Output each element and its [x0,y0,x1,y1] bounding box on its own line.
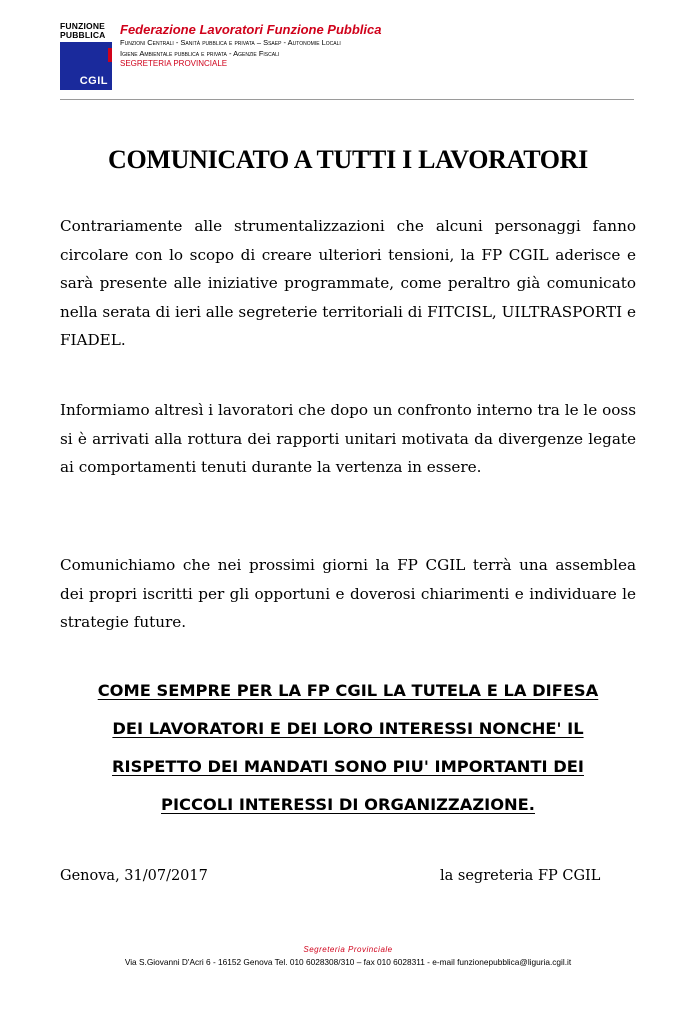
logo-label: CGIL [79,75,108,87]
organization-header [120,22,520,70]
organization-secretariat: SEGRETERIA PROVINCIALE [120,59,228,68]
date-place: Genova, 31/07/2017 [60,868,208,884]
fp-cgil-logo [60,22,112,90]
closing-line-3: RISPETTO DEI MANDATI SONO PIU' IMPORTANTI DEI [112,757,584,776]
signature: la segreteria FP CGIL [440,868,601,884]
logo-text [60,22,106,40]
organization-title: Federazione Lavoratori Funzione Pubblica [120,22,382,37]
closing-line-2: DEI LAVORATORI E DEI LORO INTERESSI NONCHE' IL [112,719,584,738]
organization-sectors-line-2: Igiene Ambientale pubblica e privata - Agenzie Fiscali [120,48,280,58]
paragraph-3: Comunichiamo che nei prossimi giorni la FP CGIL terrà una assemblea dei propri iscritti per gli opportuni e doverosi chiarimenti e individuare le strategie future. [60,556,636,632]
paragraph-2: Informiamo altresì i lavoratori che dopo un confronto interno tra le le ooss si è arrivati alla rottura dei rapporti unitari motivata da divergenze legate ai comportamenti tenuti durante la vertenza in essere. [60,401,636,477]
footer-contact: Via S.Giovanni D'Acri 6 - 16152 Genova Tel. 010 6028308/310 – fax 010 6028311 - e-mail funzionepubblica@liguria.cgil.it [124,957,572,967]
footer-title: Segreteria Provinciale [303,945,393,954]
logo-accent-bar [108,48,112,62]
logo-line-1: FUNZIONE [60,21,106,31]
header-divider [60,99,634,100]
closing-statement [60,672,636,824]
organization-sectors-line-1: Funzioni Centrali - Sanità pubblica e privata – Ssaep - Autonomie Locali [120,38,341,47]
logo-line-2: PUBBLICA [60,30,106,40]
closing-line-1: COME SEMPRE PER LA FP CGIL LA TUTELA E LA DIFESA [97,681,599,700]
closing-line-4: PICCOLI INTERESSI DI ORGANIZZAZIONE. [161,795,535,814]
paragraph-1: Contrariamente alle strumentalizzazioni che alcuni personaggi fanno circolare con lo scopo di creare ulteriori tensioni, la FP CGIL aderisce e sarà presente alle iniziative programmate, come peraltro già comunicato nella serata di ieri alle segreterie territoriali di FITCISL, UILTRASPORTI e FIADEL. [60,217,636,350]
logo-box [60,42,112,90]
document-title: COMUNICATO A TUTTI I LAVORATORI [108,145,588,174]
